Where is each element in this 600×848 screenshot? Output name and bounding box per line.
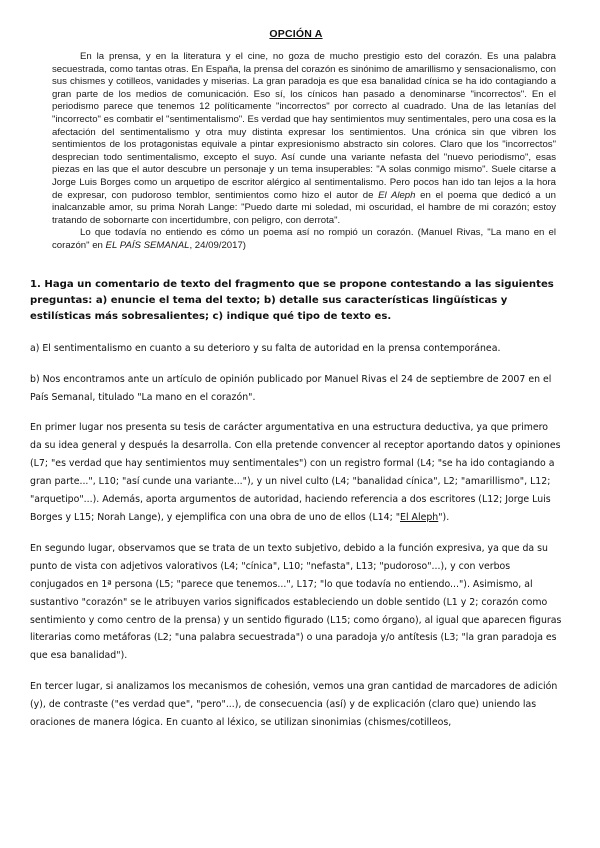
analysis-paragraph-2: En segundo lugar, observamos que se trata de un texto subjetivo, debido a la función expresiva, ya que da su punto de vista con adjetivos valorativos (L4; "cínica", L10; "nefasta", L13; "pudoroso"...), y con verbos conjugados en 1ª persona (L5; "parece que tenemos...", L17; "lo que todavía no entiendo..."). Asimismo, al sustantivo "corazón" se le atribuyen varios significados estableciendo un doble sentido (L1 y 2; corazón como sentimiento y como centro de la prensa) y un sentido figurado (L15; como órgano), al igual que aparecen figuras literarias como metáforas (L2; "una palabra secuestrada") o una paradoja y/o antítesis (L3; "la gran paradoja es que esa banalidad"). <box>30 542 562 662</box>
excerpt-p1-book-title: El Aleph <box>378 189 416 201</box>
answer-a: a) El sentimentalismo en cuanto a su deterioro y su falta de autoridad en la prensa contemporánea. <box>30 342 501 354</box>
excerpt-p2-text: Lo que todavía no entiendo es cómo un poema así no rompió un corazón. (Manuel Rivas, "La mano en el corazón" en <box>52 227 556 251</box>
excerpt-paragraph-1 <box>52 51 556 227</box>
analysis-paragraph-1 <box>30 419 562 526</box>
analysis-paragraph-3: En tercer lugar, si analizamos los mecanismos de cohesión, vemos una gran cantidad de marcadores de adición (y), de contraste ("es verdad que", "pero"...), de consecuencia (así) y de explicación (claro que) uniendo las oraciones de manera lógica. En cuanto al léxico, se utilizan sinonimias (chismes/cotilleos, <box>30 681 558 729</box>
exam-question: 1. Haga un comentario de texto del fragmento que se propone contestando a las siguientes preguntas: a) enuncie el tema del texto; b) detalle sus características lingüísticas y estilísticas más sobresalientes; c) indique qué tipo de texto es. <box>30 278 554 323</box>
excerpt-p1-text: En la prensa, y en la literatura y el cine, no goza de mucho prestigio esto del corazón. Es una palabra secuestrada, como tantas otras. En España, la prensa del corazón es sinónimo de amarillismo y sensacionalismo, con sus chismes y cotilleos, vanidades y miserias. La gran paradoja es que esa banalidad cínica se ha ido contagiando a gran parte de los medios de comunicación. Eso sí, los cínicos han pasado a denominarse "incorrectos". En el periodismo parece que tenemos 12 políticamente "incorrectos" por correcto al cuadrado. Una de las letanías del "incorrecto" es combatir el "sentimentalismo". Es verdad que hay sentimientos muy sentimentales, pero una cosa es la afectación del sentimentalismo y otra muy distinta expresar los sentimientos. Una crónica sin que vibren los sentimientos de los protagonistas equivale a pintar expresionismo abstracto sin colores. Claro que los "incorrectos" desprecian todo sentimentalismo, excepto el suyo. Así cunde una variante nefasta del "nuevo periodismo", esas piezas en las que el autor descubre un personaje y un tema insuperables: "A solas conmigo mismo". Suele citarse a Jorge Luis Borges como un arquetipo de escritor alérgico al sentimentalismo. Pero pocos han ido tan lejos a la hora de expresar, con pudoroso temblor, sentimientos como hizo el autor de <box>52 51 556 201</box>
analysis-p1-underlined-title: El Aleph <box>400 511 439 523</box>
analysis-p1-tail: "). <box>438 511 450 523</box>
page-title: OPCIÓN A <box>269 28 323 40</box>
answer-b: b) Nos encontramos ante un artículo de opinión publicado por Manuel Rivas el 24 de septiembre de 2007 en el País Semanal, titulado "La mano en el corazón". <box>30 373 552 403</box>
excerpt-p2-publication: EL PAÍS SEMANAL <box>105 239 190 251</box>
source-excerpt <box>52 51 556 253</box>
excerpt-p2-tail: , 24/09/2017) <box>189 239 246 251</box>
excerpt-paragraph-2 <box>52 227 556 252</box>
excerpt-p1-tail: en el poema que dedicó a un inalcanzable amor, su prima Norah Lange: "Puedo darte mi soledad, mi oscuridad, el hambre de mi corazón; estoy tratando de sobornarte con incertidumbre, con peligro, con derrota". <box>52 189 556 226</box>
analysis-p1-text: En primer lugar nos presenta su tesis de carácter argumentativa en una estructura deductiva, ya que primero da su idea general y después la desarrolla. Con ella pretende convencer al receptor aportando datos y opiniones (L7; "es verdad que hay sentimientos muy sentimentales") con un registro formal (L4; "se ha ido contagiando a gran parte...", L10; "así cunde una variante..."), y un nivel culto (L4; "banalidad cínica", L2; "amarillismo", L12; "arquetipo"...). Además, aporta argumentos de autoridad, haciendo referencia a dos escritores (L12; Jorge Luis Borges y L15; Norah Lange), y ejemplifica con una obra de uno de ellos (L14; " <box>30 422 561 523</box>
